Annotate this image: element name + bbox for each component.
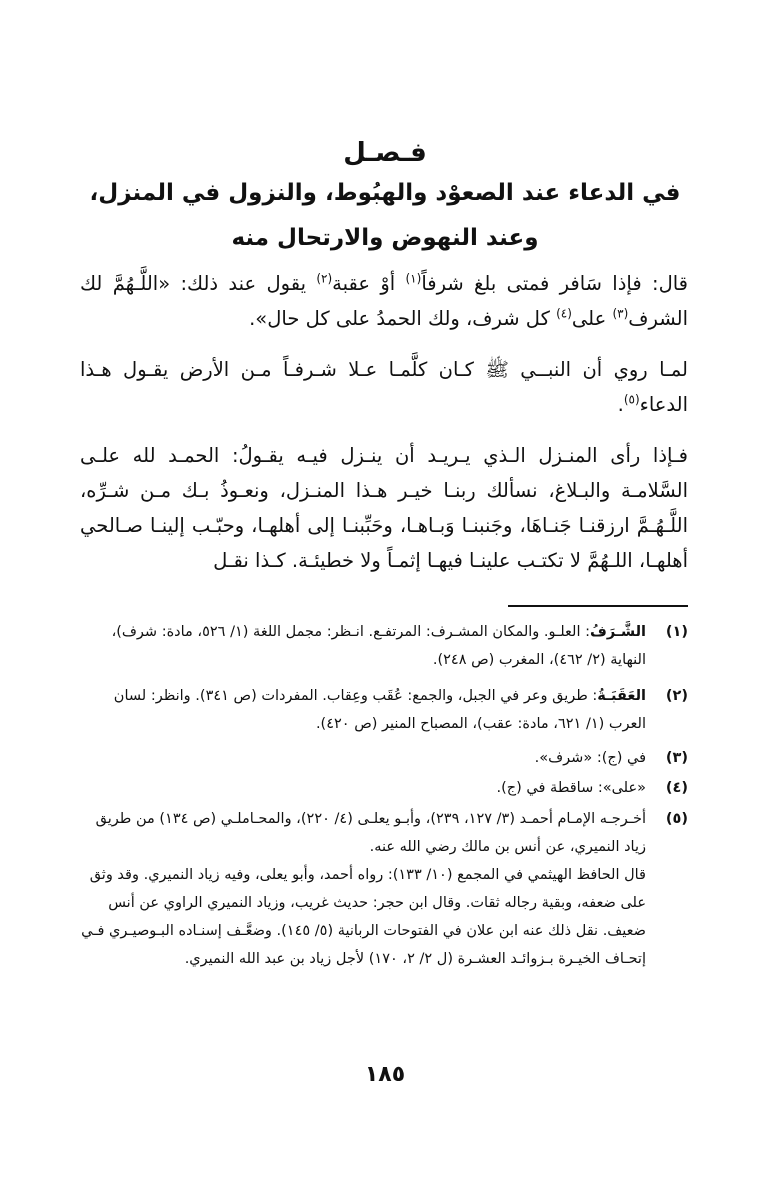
footnote-separator	[508, 605, 688, 607]
footnote-ref-1: (١)	[405, 271, 422, 286]
footnote-2	[80, 682, 688, 738]
footnote-ref-3: (٣)	[612, 306, 629, 321]
footnote-text: «على»: ساقطة في (ج).	[496, 780, 646, 796]
footnote-number: (٣)	[665, 750, 688, 766]
footnote-text: قال الحافظ الهيثمي في المجمع (١٠/ ١٣٣): رواه أحمد، وأبو يعلى، وفيه زياد النميري. وقد وثق على ضعفه، وبقية رجاله ثقات. وقال ابن حجر: حديث غريب، وزياد النميري الراوي عن أنس ضعيف. نقل ذلك عنه ابن علان في الفتوحات الربانية (٥/ ١٤٥). وضعَّـف إسنـاده البـوصيـري فـي إتحـاف الخيـرة بـزوائـد العشـرة (ل ٢/ ٢، ١٧٠) لأجل زياد بن عبد الله النميري.	[81, 867, 646, 967]
footnote-text: في (ج): «شرف».	[534, 750, 646, 766]
paragraph-1-text: على	[571, 307, 613, 330]
paragraph-1	[80, 266, 688, 336]
footnote-number: (٤)	[665, 780, 688, 796]
footnote-term: العَقَبَـةُ	[597, 688, 646, 704]
footnote-number: (١)	[665, 624, 688, 640]
paragraph-1-text: يقول عند ذلك: «اللَّـهُمَّ لك الشرف	[80, 272, 688, 330]
footnote-ref-4: (٤)	[556, 306, 572, 321]
footnote-number: (٥)	[665, 811, 688, 827]
footnote-ref-5: (٥)	[623, 392, 640, 407]
section-label: فـصـل	[343, 138, 427, 168]
footnote-text: : طريق وعر في الجبل، والجمع: عُقَب وعِقاب. المفردات (ص ٣٤١). وانظر: لسان العرب (١/ ٦٢١، مادة: عقب)، المصباح المنير (ص ٤٢٠).	[113, 688, 646, 732]
footnote-number: (٢)	[665, 688, 688, 704]
page-number: ١٨٥	[364, 1062, 406, 1087]
footnote-3	[80, 744, 688, 772]
chapter-title-line-1: في الدعاء عند الصعوْد والهبُوط، والنزول في المنزل،	[89, 180, 681, 206]
footnote-text: : العلـو. والمكان المشـرف: المرتفـع. انـظر: مجمل اللغة (١/ ٥٢٦، مادة: شرف)، النهاية (٢/ ٤٦٢)، المغرب (ص ٢٤٨).	[111, 624, 646, 668]
footnote-text: أخـرجـه الإمـام أحمـد (٣/ ١٢٧، ٢٣٩)، وأبـو يعلـى (٤/ ٢٢٠)، والمحـاملـي (ص ١٣٤) من طريق زياد النميري، عن أنس بن مالك رضي الله عنه.	[95, 811, 646, 855]
paragraph-2-text: .	[617, 393, 624, 416]
footnote-5	[80, 805, 688, 973]
paragraph-1-text: كل شرف، ولك الحمدُ على كل حال».	[249, 307, 557, 330]
footnote-1	[80, 618, 688, 674]
footnote-ref-2: (٢)	[316, 271, 333, 286]
paragraph-2	[80, 352, 688, 422]
footnote-term: الشَّـرَفُ	[590, 624, 646, 640]
paragraph-1-text: أوْ عقبة	[332, 272, 406, 295]
paragraph-3: فـإذا رأى المنـزل الـذي يـريـد أن ينـزل فيـه يقـولُ: الحمـد لله علـى السَّلامـة والبـلاغ، نسألك ربنـا خيـر هـذا المنـزل، ونعـوذُ بـك مـن شـرِّه، اللَّـهُـمَّ ارزقنـا جَنـاهَا، وجَنبنـا وَبـاهـا، وحَبِّبنـا إلى أهلهـا، وحبّـب إلينـا صـالحي أهلهـا، اللـهُمَّ لا تكتـب علينـا فيهـا إثمـاً ولا خطيئـة. كـذا نقـل	[80, 444, 688, 572]
footnote-4	[80, 774, 688, 802]
paragraph-1-text: قال: فإذا سَافر فمتى بلغ شرفاً	[421, 272, 688, 295]
paragraph-2-text: لمـا روي أن النبــي ﷺ كـان كلَّمـا عـلا شـرفـاً مـن الأرض يقـول هـذا الدعاء	[80, 358, 688, 416]
chapter-title-line-2: وعند النهوض والارتحال منه	[231, 225, 539, 251]
